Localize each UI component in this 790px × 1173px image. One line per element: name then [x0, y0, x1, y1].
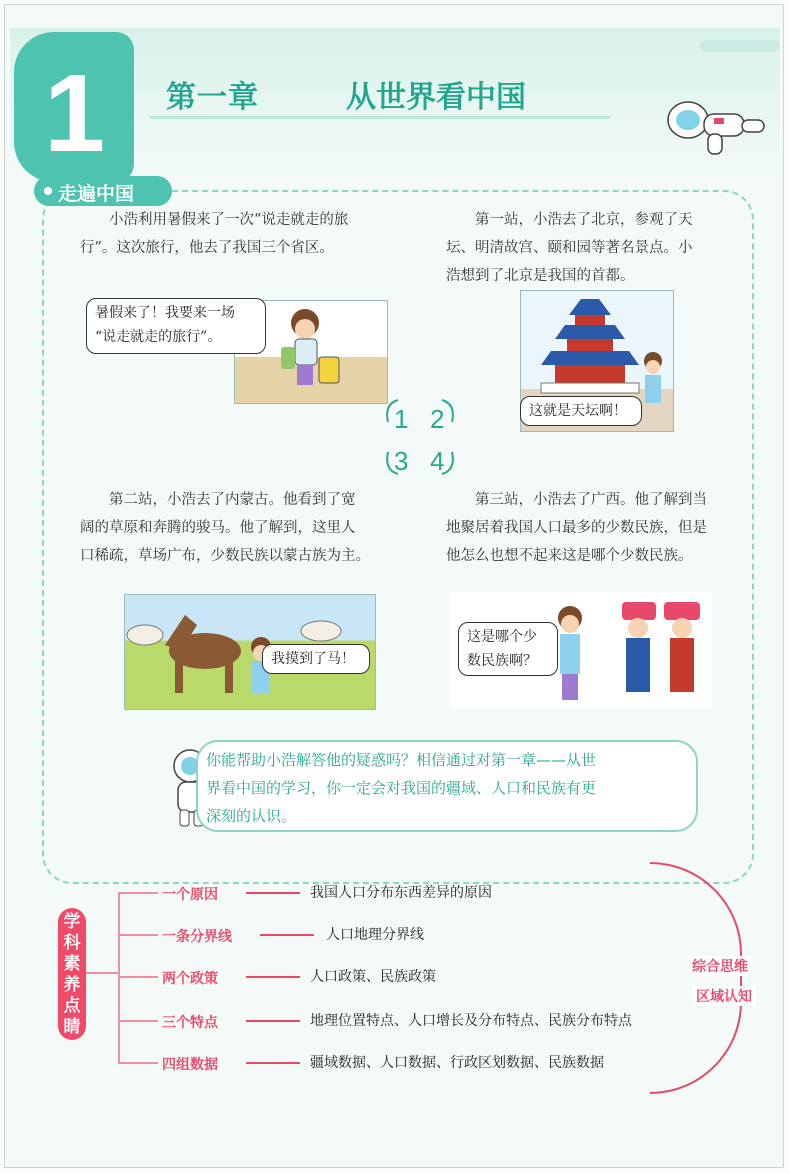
- mongolia-paragraph: [80, 486, 420, 570]
- tree-trunk-line: [118, 892, 120, 1064]
- vertical-char: 素: [63, 954, 81, 974]
- item-label-1: 一个原因: [162, 887, 218, 903]
- tree-branch-5: [118, 1062, 158, 1064]
- chapter-number: 1: [44, 52, 106, 175]
- chapter-label: 第一章: [166, 80, 259, 115]
- question-box: [196, 740, 698, 832]
- item-text-3: 人口政策、民族政策: [310, 969, 436, 985]
- guangxi-line-1: 第三站，小浩去了广西。他了解到当: [475, 492, 707, 508]
- station-number-4: 4: [430, 446, 445, 476]
- mongolia-line-2: 阔的草原和奔腾的骏马。他了解到，这里人: [80, 520, 356, 536]
- beijing-line-3: 浩想到了北京是我国的首都。: [446, 268, 635, 284]
- vertical-char: 科: [63, 933, 81, 953]
- chapter-title-bar: [146, 64, 616, 115]
- mongolia-line-3: 口稀疏，草场广布，少数民族以蒙古族为主。: [80, 548, 370, 564]
- guangxi-paragraph: [446, 486, 746, 570]
- horse-bubble-text: 我摸到了马！: [271, 651, 355, 667]
- astronaut-illustration: [648, 84, 768, 164]
- competency-vertical-label: [58, 908, 86, 1040]
- mongolia-line-1: 第二站，小浩去了内蒙古。他看到了宽: [109, 492, 356, 508]
- item-text-5: 疆域数据、人口数据、行政区划数据、民族数据: [310, 1055, 604, 1071]
- vertical-char: 睛: [63, 1017, 81, 1037]
- vertical-char: 学: [63, 912, 81, 932]
- item-text-2: 人口地理分界线: [326, 927, 424, 943]
- ethnic-bubble-line-2: 数民族啊？: [467, 653, 537, 669]
- tree-root-line: [86, 972, 118, 974]
- question-line-1: 你能帮助小浩解答他的疑惑吗？相信通过对第一章——从世: [206, 751, 597, 769]
- decorative-bar: [700, 40, 780, 52]
- vertical-char: 养: [63, 975, 81, 995]
- tree-branch-3: [118, 976, 158, 978]
- temple-speech-bubble: [520, 396, 642, 426]
- chapter-title: 从世界看中国: [346, 80, 526, 115]
- summer-bubble-line-1: 暑假来了！我要来一场: [95, 305, 235, 321]
- skill-label-1: 综合思维: [688, 956, 752, 976]
- number-ring-arcs: [380, 392, 460, 482]
- connector-1: [246, 892, 300, 894]
- horse-speech-bubble: [262, 644, 370, 674]
- ethnic-speech-bubble: [458, 622, 558, 676]
- beijing-line-2: 坛、明清故宫、颐和园等著名景点。小: [446, 240, 693, 256]
- question-text: [206, 746, 692, 830]
- beijing-paragraph: [446, 206, 746, 290]
- connector-5: [246, 1062, 300, 1064]
- question-line-3: 深刻的认识。: [206, 807, 297, 825]
- station-numbers: [380, 392, 460, 482]
- beijing-line-1: 第一站，小浩去了北京，参观了天: [475, 212, 693, 228]
- connector-2: [260, 934, 314, 936]
- guangxi-line-3: 他怎么也想不起来这是哪个少数民族。: [446, 548, 693, 564]
- question-line-2: 界看中国的学习，你一定会对我国的疆域、人口和民族有更: [206, 779, 597, 797]
- item-label-2: 一条分界线: [162, 929, 232, 945]
- item-label-3: 两个政策: [162, 971, 218, 987]
- connector-3: [246, 976, 300, 978]
- summer-bubble-line-2: “说走就走的旅行”。: [95, 329, 222, 345]
- intro-line-1: 小浩利用暑假来了一次“说走就走的旅: [109, 212, 349, 228]
- ethnic-bubble-line-1: 这是哪个少: [467, 629, 537, 645]
- intro-paragraph: [80, 206, 420, 262]
- vertical-char: 点: [63, 996, 81, 1016]
- summer-speech-bubble: [86, 298, 266, 354]
- station-number-3: 3: [394, 446, 409, 476]
- tag-dot: [44, 187, 52, 195]
- tree-branch-2: [118, 934, 158, 936]
- tree-branch-1: [118, 892, 158, 894]
- temple-bubble-text: 这就是天坛啊！: [529, 403, 627, 419]
- intro-line-2: 行”。这次旅行，他去了我国三个省区。: [80, 240, 334, 256]
- item-text-4: 地理位置特点、人口增长及分布特点、民族分布特点: [310, 1013, 632, 1029]
- tree-branch-4: [118, 1020, 158, 1022]
- guangxi-line-2: 地聚居着我国人口最多的少数民族，但是: [446, 520, 707, 536]
- section-tag-label: 走遍中国: [58, 183, 135, 205]
- station-number-2: 2: [430, 404, 445, 434]
- title-underline: [150, 116, 610, 119]
- item-label-5: 四组数据: [162, 1057, 218, 1073]
- connector-4: [246, 1020, 300, 1022]
- station-number-1: 1: [394, 404, 409, 434]
- chapter-number-badge: [14, 32, 134, 182]
- item-text-1: 我国人口分布东西差异的原因: [310, 885, 492, 901]
- section-tag: [34, 176, 172, 206]
- skill-label-2: 区域认知: [692, 986, 756, 1006]
- item-label-4: 三个特点: [162, 1015, 218, 1031]
